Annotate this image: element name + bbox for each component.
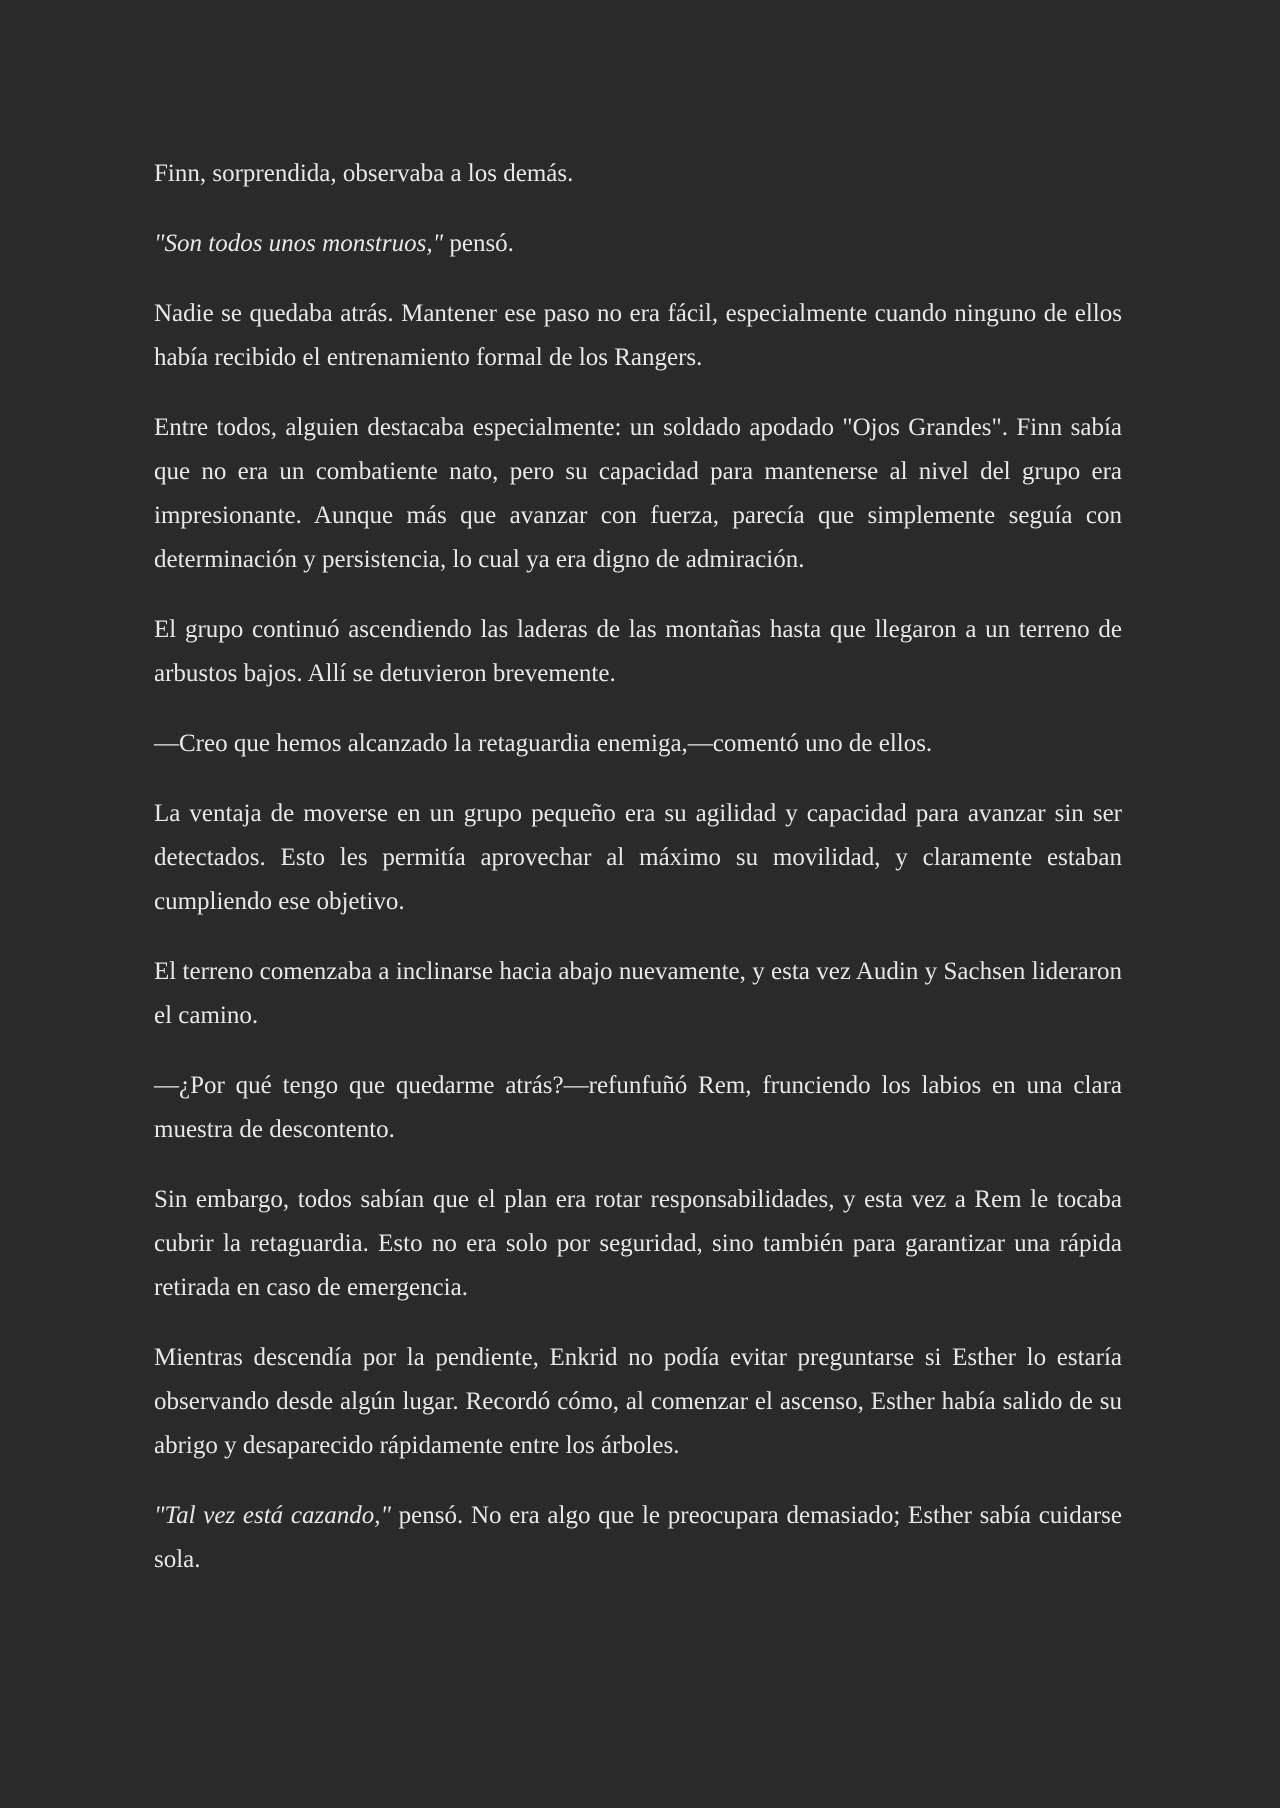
paragraph-text: pensó.: [443, 230, 514, 257]
paragraph-text: El terreno comenzaba a inclinarse hacia abajo nuevamente, y esta vez Audin y Sachsen lideraron el camino.: [154, 958, 1122, 1029]
paragraph-text: El grupo continuó ascendiendo las laderas de las montañas hasta que llegaron a un terreno de arbustos bajos. Allí se detuvieron brevemente.: [154, 616, 1122, 687]
paragraph-3: [154, 292, 1122, 380]
paragraph-text: —¿Por qué tengo que quedarme atrás?—refunfuñó Rem, frunciendo los labios en una clara muestra de descontento.: [154, 1072, 1122, 1143]
italic-thought: "Tal vez está cazando,": [154, 1502, 391, 1529]
paragraph-5: [154, 608, 1122, 696]
article-body: [154, 152, 1122, 1608]
paragraph-7: [154, 792, 1122, 924]
paragraph-text: Sin embargo, todos sabían que el plan era rotar responsabilidades, y esta vez a Rem le tocaba cubrir la retaguardia. Esto no era solo por seguridad, sino también para garantizar una rápida retirada en caso de emergencia.: [154, 1186, 1122, 1301]
paragraph-1: [154, 152, 1122, 196]
italic-thought: "Son todos unos monstruos,": [154, 230, 444, 257]
paragraph-9-dialogue: [154, 1064, 1122, 1152]
paragraph-11: [154, 1336, 1122, 1468]
paragraph-text: Mientras descendía por la pendiente, Enkrid no podía evitar preguntarse si Esther lo estaría observando desde algún lugar. Recordó cómo, al comenzar el ascenso, Esther había salido de su abrigo y desaparecido rápidamente entre los árboles.: [154, 1344, 1122, 1459]
paragraph-text: Finn, sorprendida, observaba a los demás.: [154, 160, 574, 187]
paragraph-text: —Creo que hemos alcanzado la retaguardia enemiga,—comentó uno de ellos.: [154, 730, 933, 757]
paragraph-text: Entre todos, alguien destacaba especialmente: un soldado apodado "Ojos Grandes". Finn sabía que no era un combatiente nato, pero su capacidad para mantenerse al nivel del grupo era impresionante. Aunque más que avanzar con fuerza, parecía que simplemente seguía con determinación y persistencia, lo cual ya era digno de admiración.: [154, 414, 1122, 573]
paragraph-6-dialogue: [154, 722, 1122, 766]
paragraph-8: [154, 950, 1122, 1038]
paragraph-text: La ventaja de moverse en un grupo pequeño era su agilidad y capacidad para avanzar sin ser detectados. Esto les permitía aprovechar al máximo su movilidad, y claramente estaban cumpliendo ese objetivo.: [154, 800, 1122, 915]
paragraph-4: [154, 406, 1122, 582]
paragraph-10: [154, 1178, 1122, 1310]
paragraph-text: pensó. No era algo que le preocupara demasiado; Esther sabía cuidarse sola.: [154, 1502, 1122, 1573]
paragraph-12-thought: [154, 1494, 1122, 1582]
paragraph-2-thought: [154, 222, 1122, 266]
paragraph-text: Nadie se quedaba atrás. Mantener ese paso no era fácil, especialmente cuando ninguno de ellos había recibido el entrenamiento formal de los Rangers.: [154, 300, 1122, 371]
